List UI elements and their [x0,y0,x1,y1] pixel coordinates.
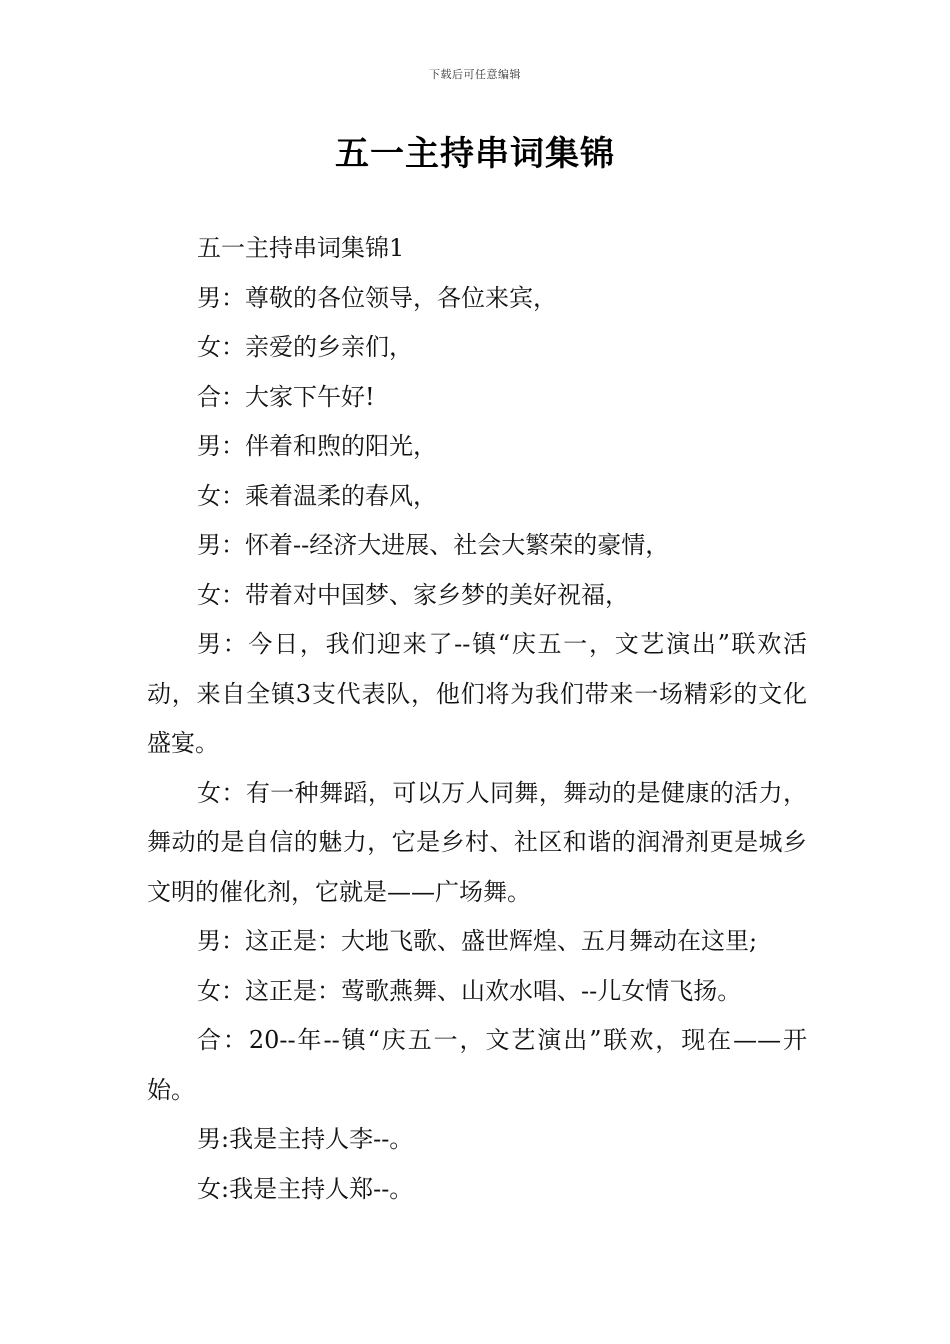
paragraph: 男：怀着--经济大进展、社会大繁荣的豪情， [197,531,670,559]
paragraph: 男:我是主持人李--。 [197,1125,414,1153]
document-title: 五一主持串词集锦 [335,134,615,174]
paragraph: 女:我是主持人郑--。 [197,1174,414,1203]
paragraph: 女：乘着温柔的春风， [197,481,437,510]
paragraph: 女：这正是：莺歌燕舞、山欢水唱、--儿女情飞扬。 [197,976,742,1005]
paragraph: 男：伴着和煦的阳光， [197,432,437,460]
paragraph: 男：今日，我们迎来了--镇“庆五一，文艺演出”联欢活动，来自全镇3支代表队，他们将为我们带来一场精彩的文化盛宴。 [147,630,807,757]
paragraph: 男：这正是：大地飞歌、盛世辉煌、五月舞动在这里; [197,927,758,955]
paragraph-subtitle: 五一主持串词集锦1 [197,234,405,262]
paragraph: 女：带着对中国梦、家乡梦的美好祝福， [197,580,629,609]
document-body [147,224,807,1214]
paragraph: 女：有一种舞蹈，可以万人同舞，舞动的是健康的活力，舞动的是自信的魅力，它是乡村、社区和谐的润滑剂更是城乡文明的催化剂，它就是——广场舞。 [147,778,807,906]
paragraph: 合：大家下午好! [197,382,375,411]
header-note: 下载后可任意编辑 [429,68,521,81]
paragraph: 女：亲爱的乡亲们， [197,333,413,361]
paragraph: 男：尊敬的各位领导，各位来宾， [197,283,557,312]
paragraph: 合：20--年--镇“庆五一，文艺演出”联欢，现在——开始。 [147,1026,807,1104]
